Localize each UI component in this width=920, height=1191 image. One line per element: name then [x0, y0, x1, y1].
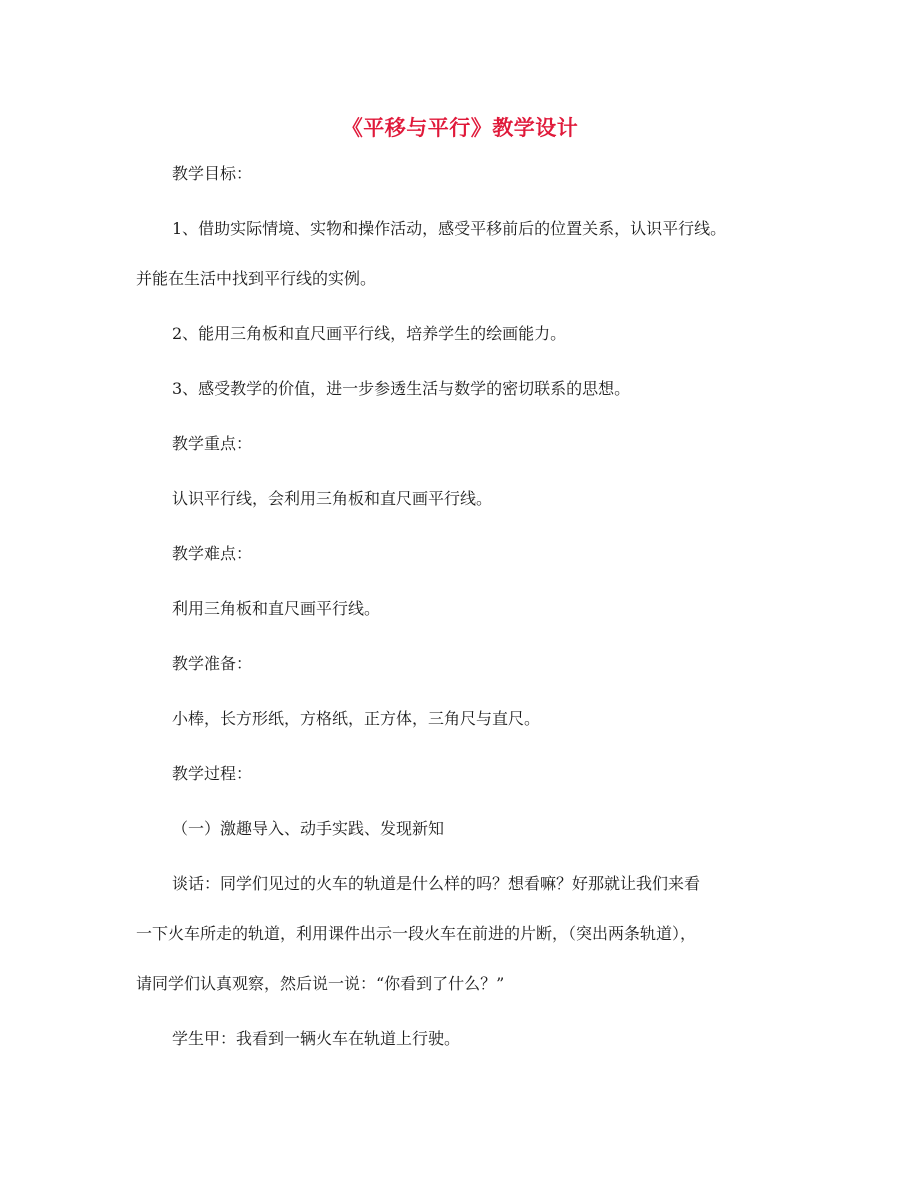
difficulties-text: 利用三角板和直尺画平行线。 [172, 599, 381, 618]
document-title: 《平移与平行》教学设计 [341, 116, 579, 140]
key-points-text: 认识平行线，会利用三角板和直尺画平行线。 [172, 489, 493, 508]
objective-2: 2、能用三角板和直尺画平行线，培养学生的绘画能力。 [172, 324, 567, 343]
section-heading-preparation: 教学准备： [172, 654, 253, 673]
student-a-response: 学生甲：我看到一辆火车在轨道上行驶。 [172, 1029, 461, 1048]
section-heading-difficulties: 教学难点： [172, 544, 253, 563]
process-step-1-heading: （一）激趣导入、动手实践、发现新知 [172, 819, 445, 838]
objective-3: 3、感受教学的价值，进一步参透生活与数学的密切联系的思想。 [172, 379, 631, 398]
section-heading-process: 教学过程： [172, 764, 253, 783]
objective-1-line-1: 1、借助实际情境、实物和操作活动，感受平移前后的位置关系，认识平行线。 [172, 219, 727, 238]
dialogue-line-1: 谈话：同学们见过的火车的轨道是什么样的吗？想看嘛？好那就让我们来看 [172, 874, 701, 893]
section-heading-key-points: 教学重点： [172, 434, 253, 453]
objective-1-line-2: 并能在生活中找到平行线的实例。 [136, 269, 377, 288]
preparation-text: 小棒，长方形纸，方格纸，正方体，三角尺与直尺。 [172, 709, 541, 728]
dialogue-line-3: 请同学们认真观察，然后说一说：“你看到了什么？” [136, 974, 505, 993]
section-heading-objectives: 教学目标： [172, 164, 253, 183]
dialogue-line-2: 一下火车所走的轨道，利用课件出示一段火车在前进的片断，（突出两条轨道）， [136, 924, 697, 943]
